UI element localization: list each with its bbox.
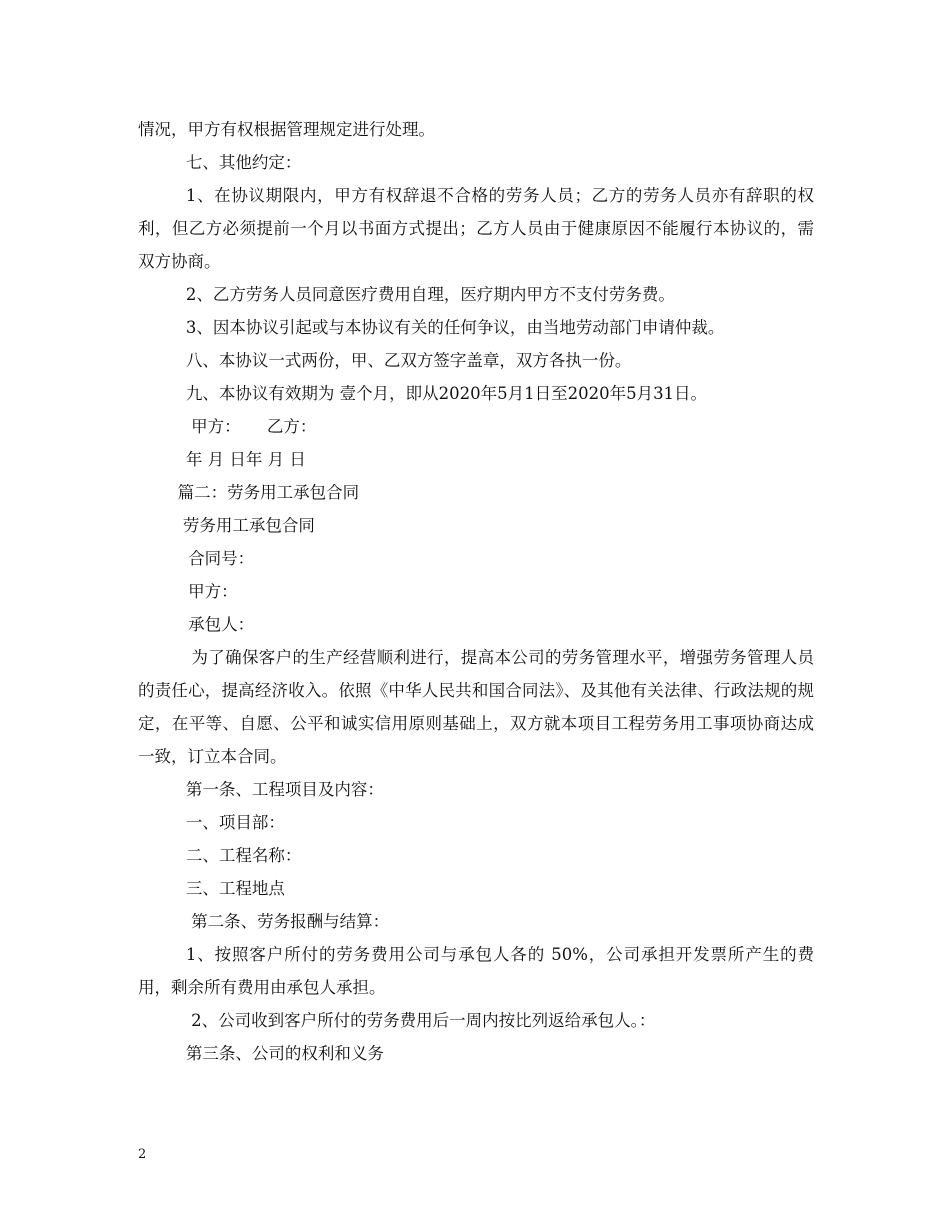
article-1-heading: 第一条、工程项目及内容：	[185, 780, 384, 799]
section-8: 八、本协议一式两份，甲、乙双方签字盖章，双方各执一份。	[185, 351, 632, 370]
contract-number-field: 合同号：	[177, 549, 255, 568]
article-1-item-2: 二、工程名称：	[185, 846, 302, 865]
clause-7-1: 1、在协议期限内，甲方有权辞退不合格的劳务人员；乙方的劳务人员亦有辞职的权利，但乙方必须提前一个月以书面方式提出；乙方人员由于健康原因不能履行本协议的，需双方协商。	[138, 186, 814, 271]
contractor-field: 承包人：	[177, 615, 255, 634]
party-a-field: 甲方：	[177, 582, 238, 601]
contract-preamble: 为了确保客户的生产经营顺利进行，提高本公司的劳务管理水平，增强劳务管理人员的责任心，提高经济收入。依照《中华人民共和国合同法》、及其他有关法律、行政法规的规定，在平等、自愿、公平和诚实信用原则基础上，双方就本项目工程劳务用工事项协商达成一致，订立本合同。	[138, 648, 815, 766]
article-2-heading: 第二条、劳务报酬与结算：	[185, 912, 390, 931]
clause-7-2: 2、乙方劳务人员同意医疗费用自理，医疗期内甲方不支付劳务费。	[185, 285, 675, 304]
contract-title: 劳务用工承包合同	[177, 516, 315, 535]
article-2-clause-2: 2、公司收到客户所付的劳务费用后一周内按比列返给承包人。：	[185, 1011, 656, 1030]
signature-dates: 年 月 日年 月 日	[185, 450, 306, 469]
document-body	[138, 113, 814, 1070]
section-9: 九、本协议有效期为 壹个月，即从2020年5月1日至2020年5月31日。	[185, 384, 708, 403]
article-1-item-1: 一、项目部：	[185, 813, 285, 832]
article-2-clause-1: 1、按照客户所付的劳务费用公司与承包人各的 50%，公司承担开发票所产生的费用，剩余所有费用由承包人承担。	[138, 945, 814, 997]
signature-parties: 甲方： 乙方：	[185, 417, 317, 436]
page-number: 2	[138, 1147, 147, 1162]
article-1-item-3: 三、工程地点	[185, 879, 285, 898]
article-3-heading: 第三条、公司的权利和义务	[185, 1044, 384, 1063]
clause-7-3: 3、因本协议引起或与本协议有关的任何争议，由当地劳动部门申请仲裁。	[185, 318, 725, 337]
part-two-heading: 篇二：劳务用工承包合同	[177, 483, 360, 502]
section-heading-7: 七、其他约定：	[185, 153, 302, 172]
paragraph-continuation: 情况，甲方有权根据管理规定进行处理。	[138, 120, 435, 139]
